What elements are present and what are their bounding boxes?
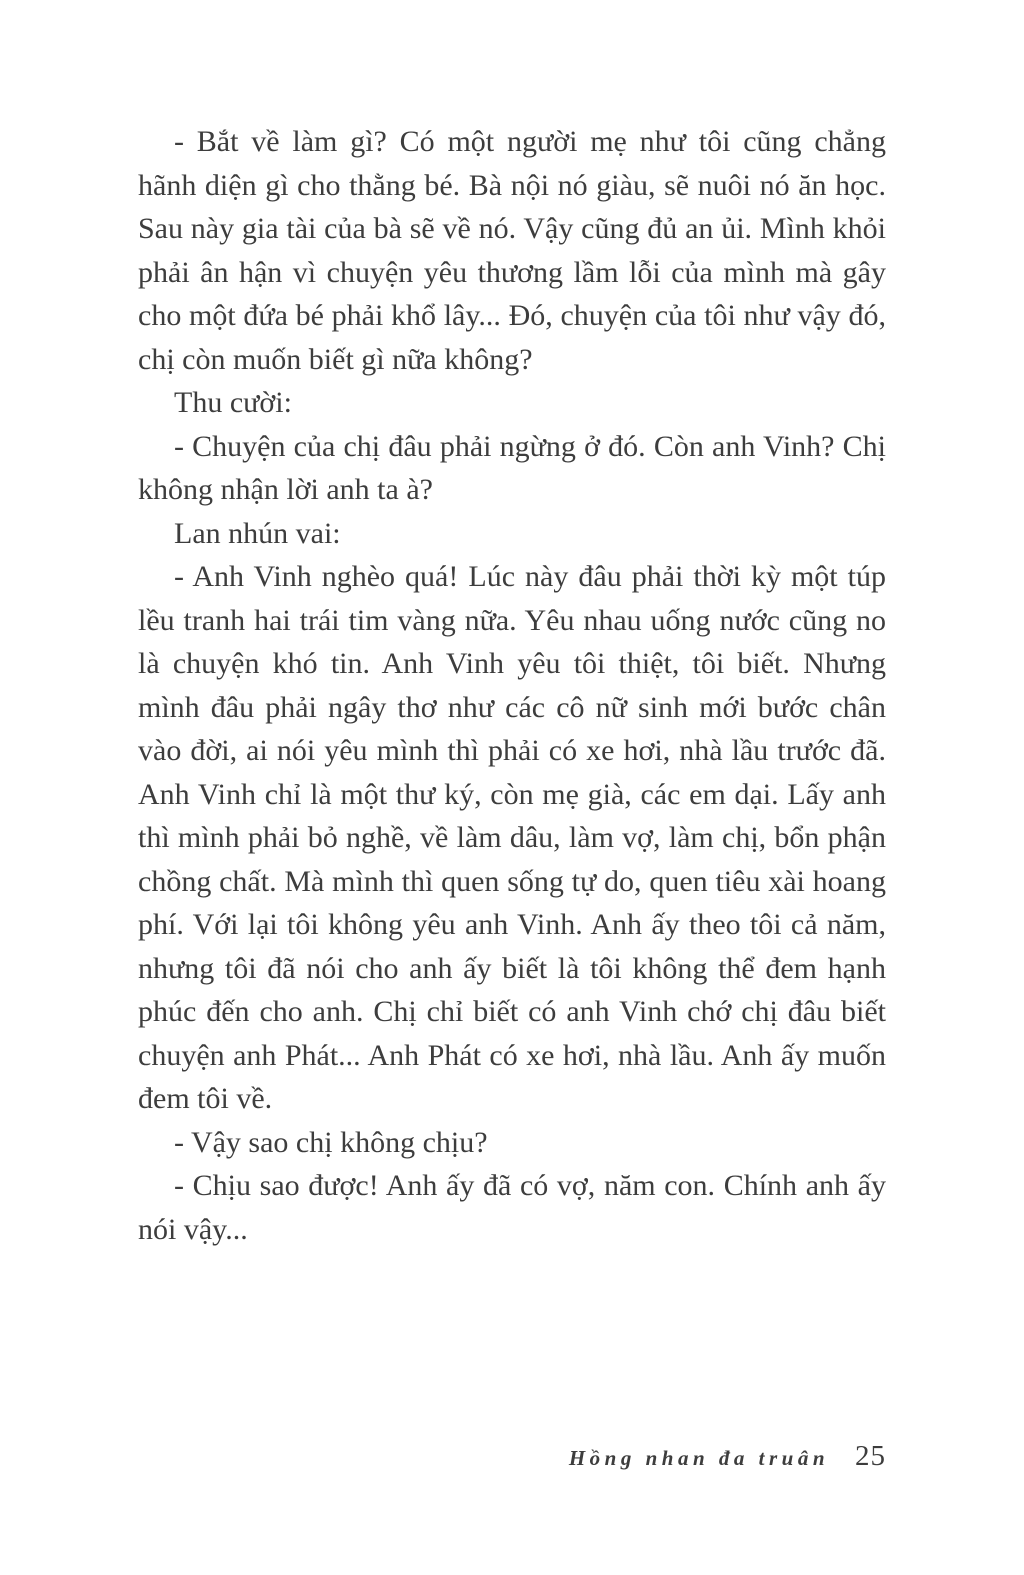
paragraph: - Bắt về làm gì? Có một người mẹ như tôi cũng chẳng hãnh diện gì cho thằng bé. Bà nội nó giàu, sẽ nuôi nó ăn học. Sau này gia tài của bà sẽ về nó. Vậy cũng đủ an ủi. Mình khỏi phải ân hận vì chuyện yêu thương lầm lỗi của mình mà gây cho một đứa bé phải khổ lây... Đó, chuyện của tôi như vậy đó, chị còn muốn biết gì nữa không? <box>138 125 886 376</box>
paragraph: Thu cười: <box>174 386 292 419</box>
paragraph: - Vậy sao chị không chịu? <box>174 1125 488 1159</box>
page-number: 25 <box>855 1440 886 1472</box>
page-footer <box>569 1440 886 1473</box>
paragraph: - Chịu sao được! Anh ấy đã có vợ, năm con. Chính anh ấy nói vậy... <box>138 1169 886 1246</box>
body-text <box>138 120 886 1251</box>
running-title: Hồng nhan đa truân <box>568 1446 829 1470</box>
paragraph: Lan nhún vai: <box>174 516 341 550</box>
paragraph: - Chuyện của chị đâu phải ngừng ở đó. Còn anh Vinh? Chị không nhận lời anh ta à? <box>138 429 886 506</box>
paragraph: - Anh Vinh nghèo quá! Lúc này đâu phải thời kỳ một túp lều tranh hai trái tim vàng nữa. Yêu nhau uống nước cũng no là chuyện khó tin. Anh Vinh yêu tôi thiệt, tôi biết. Nhưng mình đâu phải ngây thơ như các cô nữ sinh mới bước chân vào đời, ai nói yêu mình thì phải có xe hơi, nhà lầu trước đã. Anh Vinh chỉ là một thư ký, còn mẹ già, các em dại. Lấy anh thì mình phải bỏ nghề, về làm dâu, làm vợ, làm chị, bổn phận chồng chất. Mà mình thì quen sống tự do, quen tiêu xài hoang phí. Với lại tôi không yêu anh Vinh. Anh ấy theo tôi cả năm, nhưng tôi đã nói cho anh ấy biết là tôi không thể đem hạnh phúc đến cho anh. Chị chỉ biết có anh Vinh chớ chị đâu biết chuyện anh Phát... Anh Phát có xe hơi, nhà lầu. Anh ấy muốn đem tôi về. <box>138 560 886 1115</box>
